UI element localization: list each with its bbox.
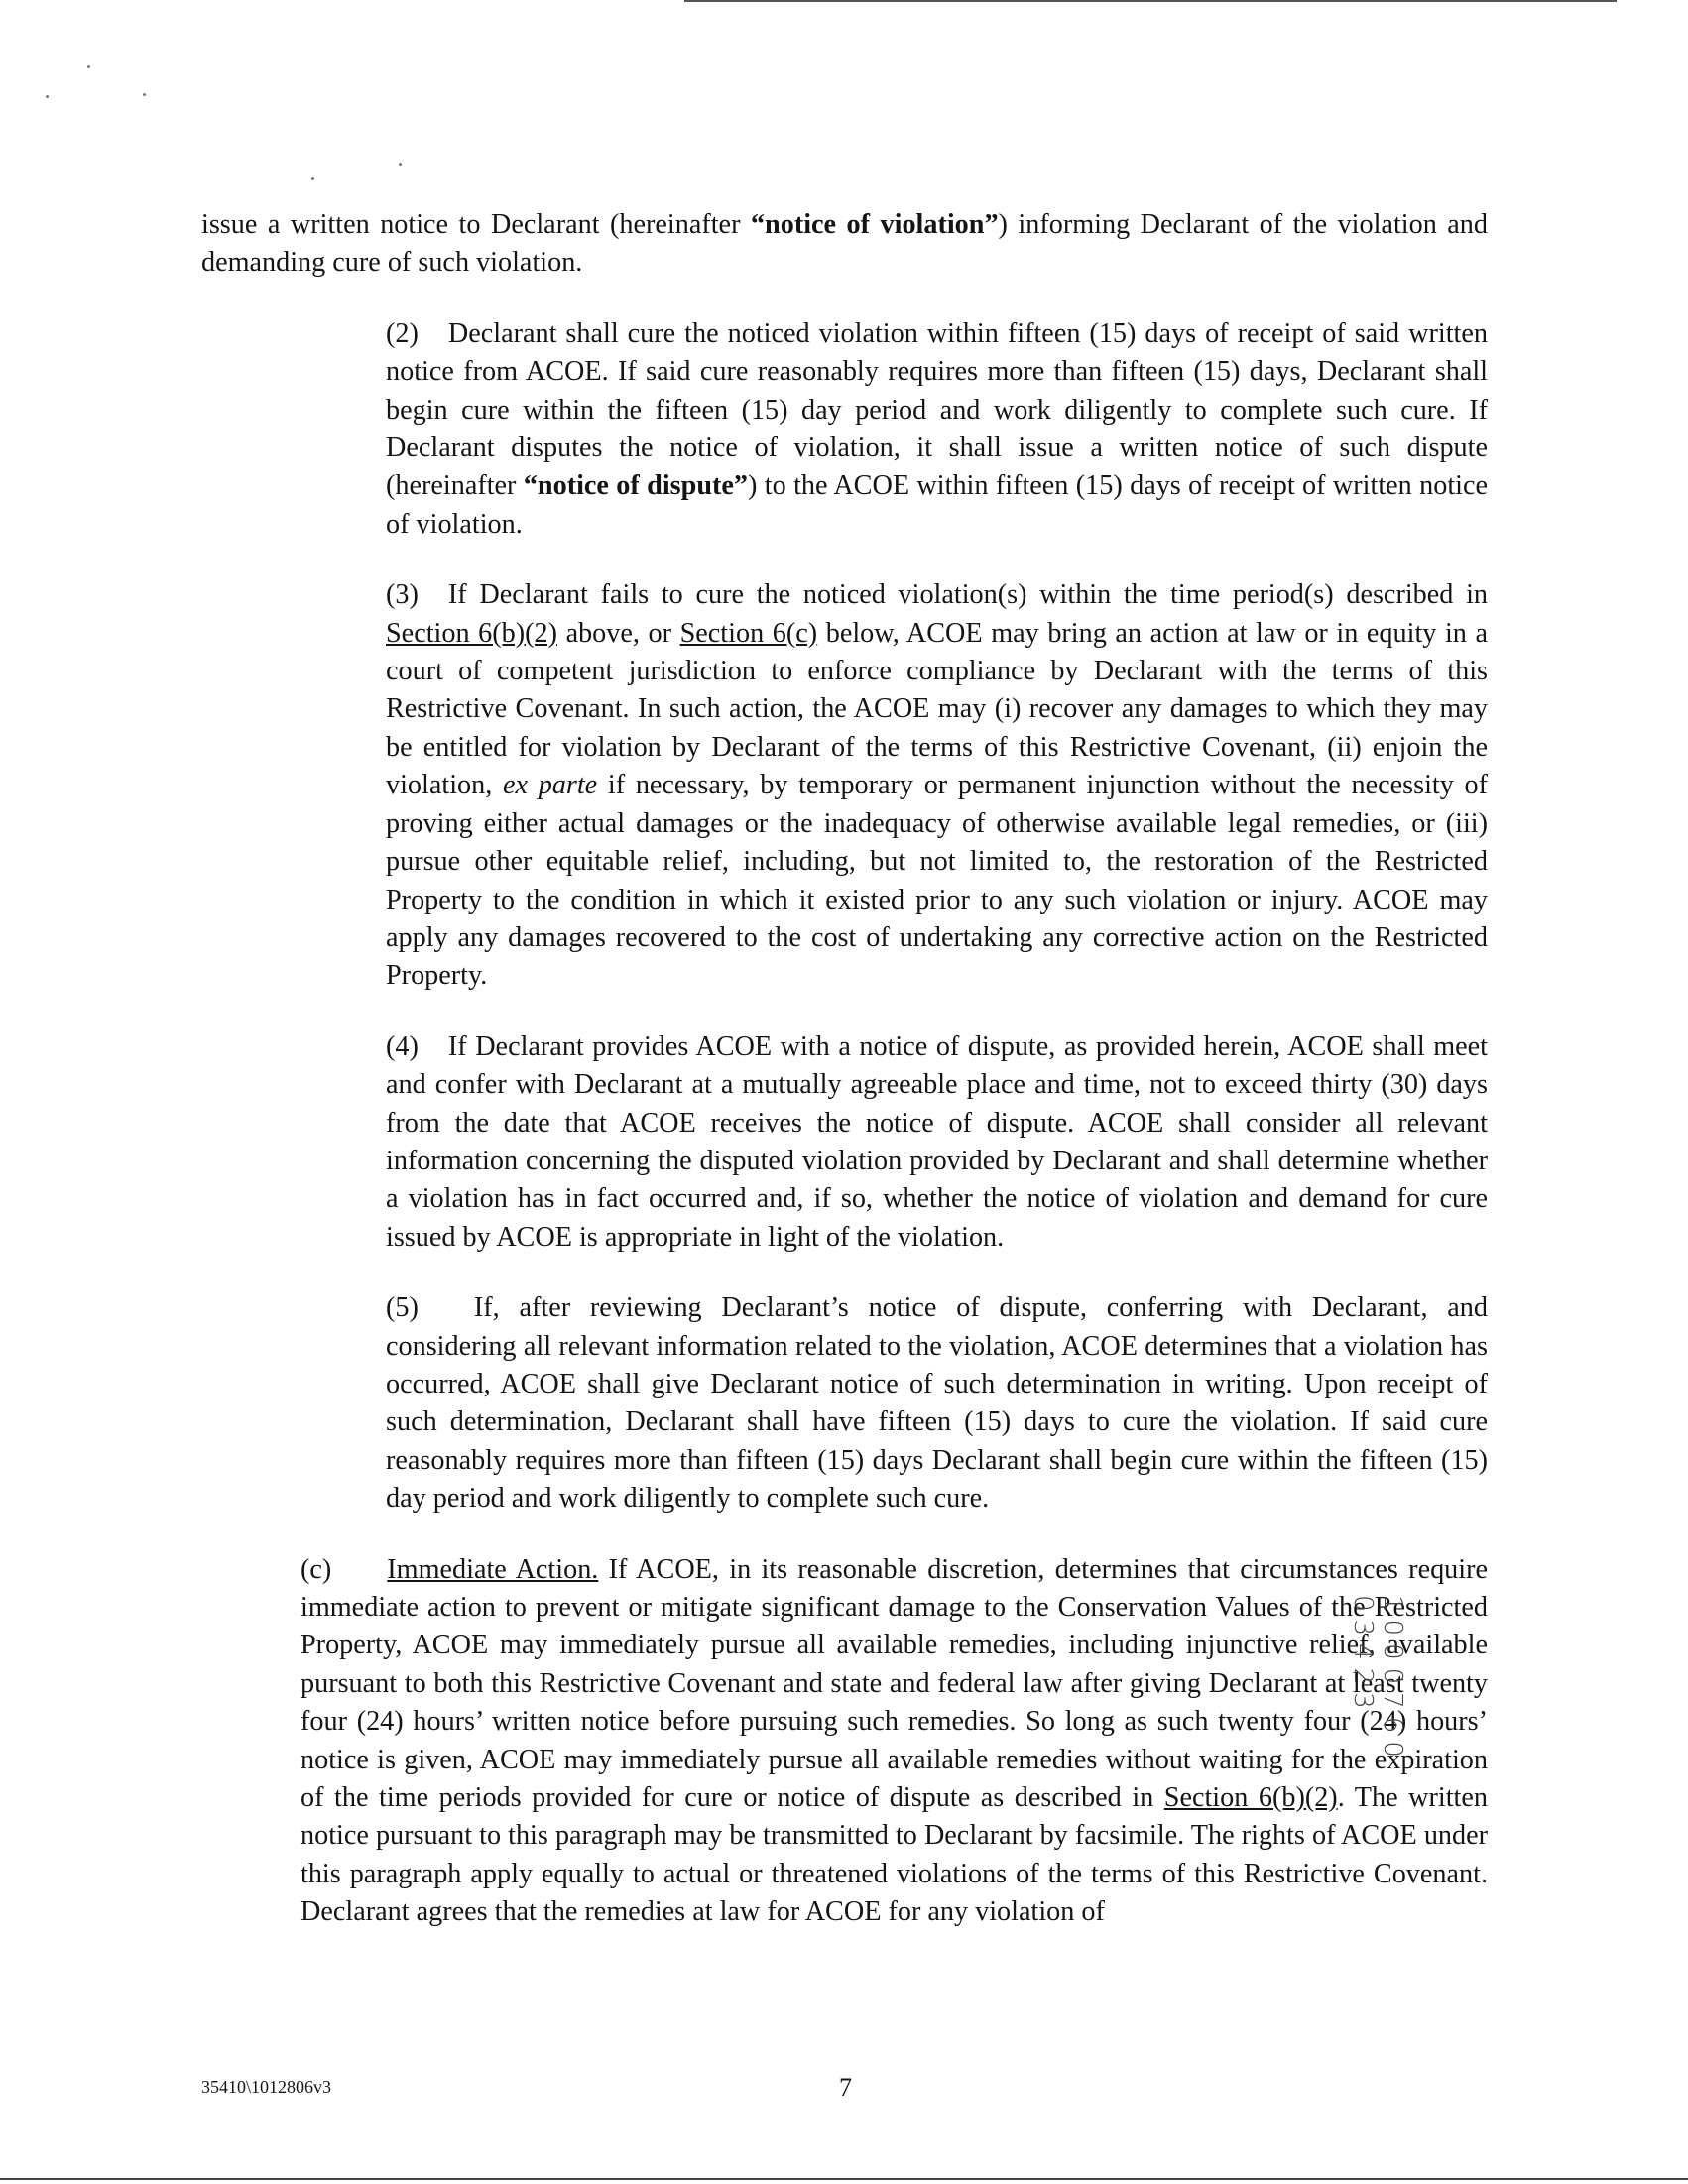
scan-speck [46, 95, 49, 98]
section-heading: Immediate Action. [387, 1553, 599, 1585]
scan-speck [143, 93, 146, 96]
paragraph-number: (2) [386, 317, 419, 349]
paragraph-c: (c) Immediate Action. If ACOE, in its reasonable discretion, determines that circumstances require immediate action to prevent or mitigate significant damage to the Conservation Values of the Restricted Property, ACOE may immediately pursue all available remedies, including injunctive relief, available pursuant to both this Restrictive Covenant and state and federal law after giving Declarant at least twenty four (24) hours’ written notice before pursuing such remedies. So long as such twenty four (24) hours’ notice is given, ACOE may immediately pursue all available remedies without waiting for the expiration of the time periods provided for cure or notice of dispute as described in Section 6(b)(2). The written notice pursuant to this paragraph may be transmitted to Declarant by facsimile. The rights of ACOE under this paragraph apply equally to actual or threatened violations of the terms of this Restrictive Covenant. Declarant agrees that the remedies at law for ACOE for any violation of [301, 1553, 1488, 1928]
section-reference: Section 6(b)(2) [386, 617, 557, 649]
latin-term: ex parte [502, 770, 598, 801]
term-notice-of-violation: “notice of violation” [750, 209, 999, 240]
paragraph-2: (2) Declarant shall cure the noticed violation within fifteen (15) days of receipt of said written notice from ACOE. If said cure reasonably requires more than fifteen (15) days, Declarant shall begin cure within the fifteen (15) day period and work diligently to complete such cure. If Declarant disputes the notice of violation, it shall issue a written notice of such dispute (hereinafter “notice of dispute”) to the ACOE within fifteen (15) days of receipt of written notice of violation. [386, 317, 1489, 540]
paragraph-number: (5) [386, 1292, 419, 1324]
scan-speck [311, 177, 314, 180]
paragraph-continuation: issue a written notice to Declarant (hereinafter “notice of violation”) informing Declarant of the violation and demanding cure of such violation. [201, 209, 1488, 279]
paragraph-number: (3) [386, 579, 419, 611]
paragraph-number: (4) [386, 1031, 419, 1062]
section-reference: Section 6(c) [679, 617, 818, 649]
paragraph-number: (c) [301, 1553, 332, 1585]
section-reference: Section 6(b)(2) [1163, 1782, 1338, 1814]
body-text [201, 206, 1488, 1965]
term-notice-of-dispute: “notice of dispute” [523, 470, 748, 502]
document-id: 35410\1012806v3 [201, 2077, 332, 2097]
page-number: 7 [839, 2073, 852, 2102]
scan-speck [87, 65, 90, 68]
margin-stamp: 1000760 03423 [1348, 1595, 1407, 1765]
scan-edge-bottom [0, 2178, 1688, 2180]
paragraph-4: (4) If Declarant provides ACOE with a notice of dispute, as provided herein, ACOE shall meet and confer with Declarant at a mutually agreeable place and time, not to exceed thirty (30) days from the date that ACOE receives the notice of dispute. ACOE shall consider all relevant information concerning the disputed violation provided by Declarant and shall determine whether a violation has in fact occurred and, if so, whether the notice of violation and demand for cure issued by ACOE is appropriate in light of the violation. [386, 1031, 1488, 1253]
scan-edge-top [684, 0, 1617, 2]
scan-speck [399, 163, 402, 166]
paragraph-5: (5) If, after reviewing Declarant’s notice of dispute, conferring with Declarant, and considering all relevant information related to the violation, ACOE determines that a violation has occurred, ACOE shall give Declarant notice of such determination in writing. Upon receipt of such determination, Declarant shall have fifteen (15) days to cure the violation. If said cure reasonably requires more than fifteen (15) days Declarant shall begin cure within the fifteen (15) day period and work diligently to complete such cure. [386, 1292, 1488, 1515]
paragraph-3: (3) If Declarant fails to cure the noticed violation(s) within the time period(s) described in Section 6(b)(2) above, or Section 6(c) below, ACOE may bring an action at law or in equity in a court of competent jurisdiction to enforce compliance by Declarant with the terms of this Restrictive Covenant. In such action, the ACOE may (i) recover any damages to which they may be entitled for violation by Declarant of the terms of this Restrictive Covenant, (ii) enjoin the violation, ex parte if necessary, by temporary or permanent injunction without the necessity of proving either actual damages or the inadequacy of otherwise available legal remedies, or (iii) pursue other equitable relief, including, but not limited to, the restoration of the Restricted Property to the condition in which it existed prior to any such violation or injury. ACOE may apply any damages recovered to the cost of undertaking any corrective action on the Restricted Property. [386, 579, 1489, 992]
